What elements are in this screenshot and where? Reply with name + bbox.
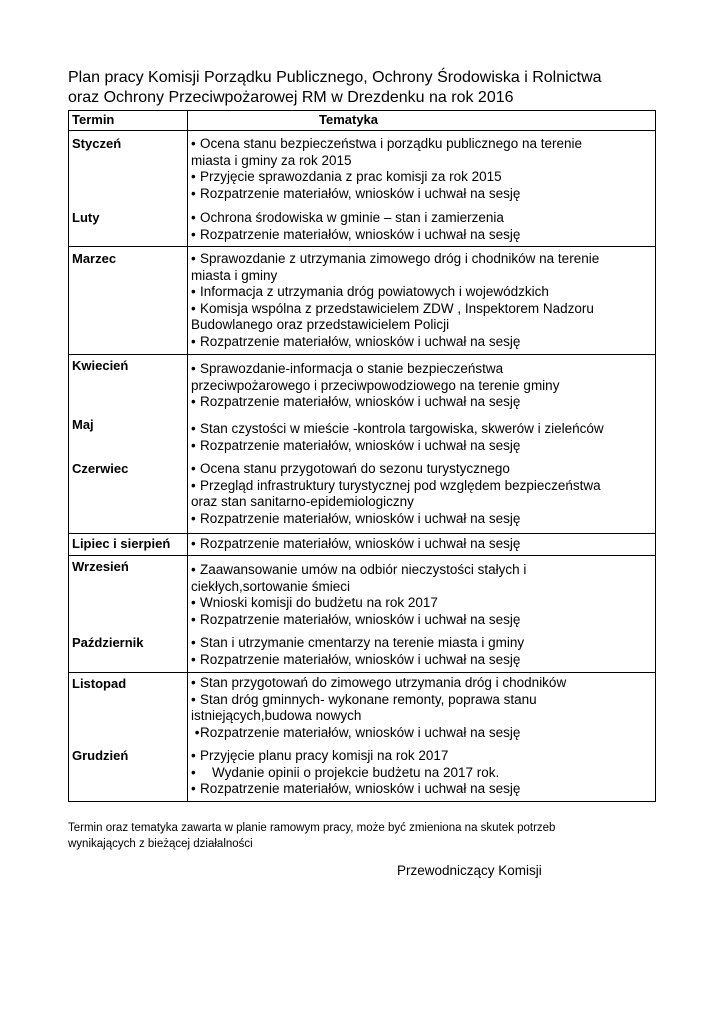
header-divider	[69, 130, 655, 131]
topics-grudzien	[191, 748, 653, 798]
list-item: •Rozpatrzenie materiałów, wniosków i uchwał na sesję	[191, 724, 521, 740]
footer-note	[68, 820, 668, 852]
month-wrzesien: Wrzesień	[72, 559, 129, 574]
row-divider	[69, 672, 655, 673]
list-item: • Komisja wspólna z przedstawicielem ZDW , Inspektorem Nadzoru	[191, 300, 594, 316]
list-item: • Rozpatrzenie materiałów, wniosków i uchwał na sesję	[191, 185, 521, 201]
row-divider	[69, 246, 655, 247]
list-item: • Rozpatrzenie materiałów, wniosków i uchwał na sesję	[191, 611, 521, 627]
list-item-continuation: Budowlanego oraz przedstawicielem Policji	[191, 317, 450, 333]
month-czerwiec: Czerwiec	[72, 461, 129, 476]
month-kwiecien: Kwiecień	[72, 358, 129, 373]
topics-marzec	[191, 251, 653, 351]
list-item: • Rozpatrzenie materiałów, wniosków i uchwał na sesję	[191, 437, 521, 453]
topics-luty	[191, 210, 653, 243]
list-item: • Przyjęcie planu pracy komisji na rok 2017	[191, 748, 449, 763]
list-item: • Ochrona środowiska w gminie – stan i zamierzenia	[191, 210, 504, 225]
schedule-table	[68, 110, 656, 802]
list-item: • Rozpatrzenie materiałów, wniosków i uchwał na sesję	[191, 536, 521, 551]
month-luty: Luty	[72, 210, 100, 225]
list-item-continuation: istniejących,budowa nowych	[191, 708, 362, 724]
list-item: • Stan i utrzymanie cmentarzy na terenie miasta i gminy	[191, 635, 525, 650]
month-grudzien: Grudzień	[72, 748, 129, 763]
topics-lipiec-sierpien	[191, 536, 653, 553]
note-line-1: Termin oraz tematyka zawarta w planie ramowym pracy, może być zmieniona na skutek potrzeb	[68, 822, 556, 834]
topics-listopad	[191, 675, 653, 741]
topics-kwiecien	[191, 361, 653, 411]
list-item: • Rozpatrzenie materiałów, wniosków i uchwał na sesję	[191, 651, 521, 667]
topics-styczen	[191, 136, 653, 202]
list-item-continuation: ciekłych,sortowanie śmieci	[191, 578, 351, 594]
list-item: • Wnioski komisji do budżetu na rok 2017	[191, 595, 438, 611]
list-item: • Wydanie opinii o projekcie budżetu na 2017 rok.	[191, 764, 500, 780]
month-marzec: Marzec	[72, 251, 117, 266]
signature: Przewodniczący Komisji	[397, 863, 542, 878]
header-topic: Tematyka	[319, 112, 379, 127]
month-styczen: Styczeń	[72, 136, 122, 151]
list-item: • Sprawozdanie-informacja o stanie bezpieczeństwa	[191, 361, 504, 376]
list-item: • Przyjęcie sprawozdania z prac komisji za rok 2015	[191, 169, 502, 185]
row-divider	[69, 555, 655, 556]
row-divider	[69, 354, 655, 355]
list-item-continuation: oraz stan sanitarno-epidemiologiczny	[191, 494, 414, 510]
header-month: Termin	[72, 112, 115, 127]
list-item-continuation: przeciwpożarowego i przeciwpowodziowego na terenie gminy	[191, 377, 560, 393]
list-item: • Rozpatrzenie materiałów, wniosków i uchwał na sesję	[191, 781, 521, 797]
topics-pazdziernik	[191, 635, 653, 668]
list-item: • Zaawansowanie umów na odbiór nieczystości stałych i	[191, 562, 527, 577]
month-listopad: Listopad	[72, 676, 127, 691]
title-line-2: oraz Ochrony Przeciwpożarowej RM w Drezdenku na rok 2016	[68, 89, 514, 106]
list-item: • Informacja z utrzymania dróg powiatowych i wojewódzkich	[191, 284, 549, 300]
list-item: • Stan dróg gminnych- wykonane remonty, poprawa stanu	[191, 691, 537, 707]
note-line-2: wynikających z bieżącej działalności	[68, 838, 253, 850]
month-maj: Maj	[72, 417, 94, 432]
list-item: • Rozpatrzenie materiałów, wniosków i uchwał na sesję	[191, 226, 521, 242]
list-item: • Przegląd infrastruktury turystycznej pod względem bezpieczeństwa	[191, 477, 601, 493]
list-item-continuation: miasta i gminy	[191, 267, 278, 283]
row-divider	[69, 533, 655, 534]
title-line-1: Plan pracy Komisji Porządku Publicznego, Ochrony Środowiska i Rolnictwa	[68, 69, 602, 86]
list-item: • Stan przygotowań do zimowego utrzymania dróg i chodników	[191, 675, 567, 690]
month-lipiec-sierpien: Lipiec i sierpień	[72, 536, 171, 551]
list-item: • Rozpatrzenie materiałów, wniosków i uchwał na sesję	[191, 510, 521, 526]
column-divider	[187, 111, 188, 801]
month-pazdziernik: Październik	[72, 635, 144, 650]
topics-czerwiec	[191, 461, 653, 527]
list-item-continuation: miasta i gminy za rok 2015	[191, 152, 352, 168]
list-item: • Ocena stanu bezpieczeństwa i porządku publicznego na terenie	[191, 136, 582, 151]
list-item: • Rozpatrzenie materiałów, wniosków i uchwał na sesję	[191, 394, 521, 410]
list-item: • Stan czystości w mieście -kontrola targowiska, skwerów i zieleńców	[191, 421, 604, 436]
topics-wrzesien	[191, 562, 653, 628]
topics-maj	[191, 421, 653, 454]
document-title	[68, 68, 668, 108]
list-item: • Sprawozdanie z utrzymania zimowego dróg i chodników na terenie	[191, 251, 600, 266]
list-item: • Ocena stanu przygotowań do sezonu turystycznego	[191, 461, 510, 476]
list-item: • Rozpatrzenie materiałów, wniosków i uchwał na sesję	[191, 333, 521, 349]
